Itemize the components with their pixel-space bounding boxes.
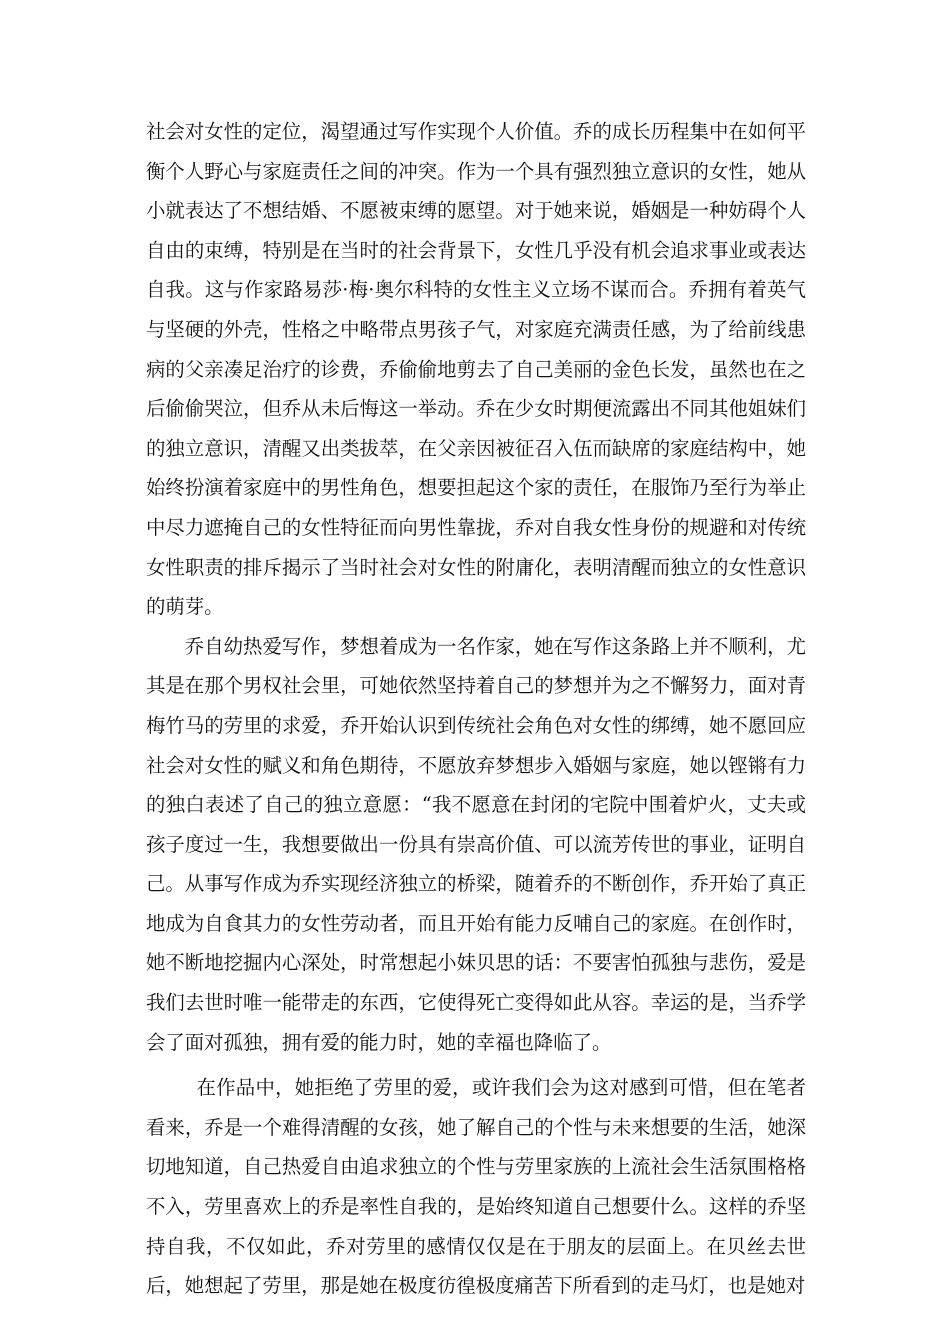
- paragraph-1: 社会对女性的定位，渴望通过写作实现个人价值。乔的成长历程集中在如何平衡个人野心与家庭责任之间的冲突。作为一个具有强烈独立意识的女性，她从小就表达了不想结婚、不愿被束缚的愿望。对于她来说，婚姻是一种妨碍个人自由的束缚，特别是在当时的社会背景下，女性几乎没有机会追求事业或表达自我。这与作家路易莎·梅·奥尔科特的女性主义立场不谋而合。乔拥有着英气与坚硬的外壳，性格之中略带点男孩子气，对家庭充满责任感，为了给前线患病的父亲凑足治疗的诊费，乔偷偷地剪去了自己美丽的金色长发，虽然也在之后偷偷哭泣，但乔从未后悔这一举动。乔在少女时期便流露出不同其他姐妹们的独立意识，清醒又出类拔萃，在父亲因被征召入伍而缺席的家庭结构中，她始终扮演着家庭中的男性角色，想要担起这个家的责任，在服饰乃至行为举止中尽力遮掩自己的女性特征而向男性靠拢，乔对自我女性身份的规避和对传统女性职责的排斥揭示了当时社会对女性的附庸化，表明清醒而独立的女性意识的萌芽。: [146, 120, 806, 619]
- paragraph-3: 在作品中，她拒绝了劳里的爱，或许我们会为这对感到可惜，但在笔者看来，乔是一个难得清醒的女孩，她了解自己的个性与未来想要的生活，她深切地知道，自己热爱自由追求独立的个性与劳里家族的上流社会生活氛围格格不入，劳里喜欢上的乔是率性自我的，是始终知道自己想要什么。这样的乔坚持自我，不仅如此，乔对劳里的感情仅仅是在于朋友的层面上。在贝丝去世后，她想起了劳里，那是她在极度彷徨极度痛苦下所看到的走马灯，也是她对: [146, 1076, 806, 1298]
- document-page: [146, 112, 806, 1306]
- paragraph-2: 乔自幼热爱写作，梦想着成为一名作家，她在写作这条路上并不顺利，尤其是在那个男权社会里，可她依然坚持着自己的梦想并为之不懈努力，面对青梅竹马的劳里的求爱，乔开始认识到传统社会角色对女性的绑缚，她不愿回应社会对女性的赋义和角色期待，不愿放弃梦想步入婚姻与家庭，她以铿锵有力的独白表述了自己的独立意愿：“我不愿意在封闭的宅院中围着炉火，丈夫或孩子度过一生，我想要做出一份具有崇高价值、可以流芳传世的事业，证明自己。从事写作成为乔实现经济独立的桥梁，随着乔的不断创作，乔开始了真正地成为自食其力的女性劳动者，而且开始有能力反哺自己的家庭。在创作时，她不断地挖掘内心深处，时常想起小妹贝思的话：不要害怕孤独与悲伤，爱是我们去世时唯一能带走的东西，它使得死亡变得如此从容。幸运的是，当乔学会了面对孤独，拥有爱的能力时，她的幸福也降临了。: [146, 634, 806, 1054]
